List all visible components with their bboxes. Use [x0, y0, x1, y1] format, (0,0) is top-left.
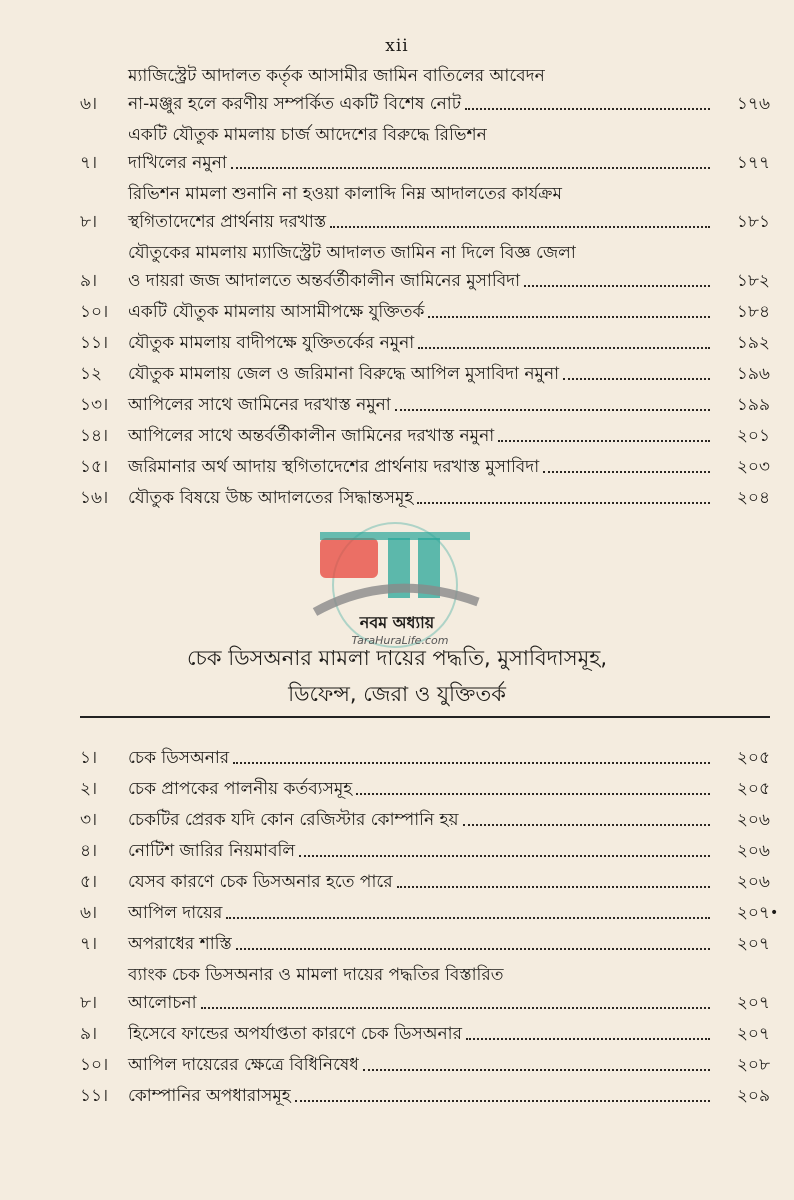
toc-entry — [80, 422, 770, 450]
toc-entry-number: ৮। — [80, 993, 98, 1013]
chapter-divider — [80, 716, 770, 718]
dot-leader — [295, 1100, 710, 1102]
toc-entry-title: চেকটির প্রেরক যদি কোন রেজিস্টার কোম্পানি হয় — [128, 810, 459, 830]
toc-entry-number: ৯। — [80, 271, 98, 291]
toc-entry — [80, 180, 770, 236]
toc-entry-title: না-মঞ্জুর হলে করণীয় সম্পর্কিত একটি বিশেষ নোট — [128, 94, 461, 114]
chapter-title — [0, 640, 794, 712]
toc-entry-page: ১৭৬ — [736, 94, 770, 114]
toc-section-1 — [80, 62, 770, 512]
toc-entry — [80, 391, 770, 419]
toc-entry-number: ১৩। — [80, 395, 109, 415]
toc-entry-number: ১০। — [80, 1055, 109, 1075]
chapter-label: নবম অধ্যায় — [359, 613, 435, 632]
dot-leader — [498, 440, 710, 442]
toc-entry-page: ২০৭ — [736, 993, 770, 1013]
toc-entry-title: জরিমানার অর্থ আদায় স্থগিতাদেশের প্রার্থনায় দরখাস্ত মুসাবিদা — [128, 457, 540, 477]
toc-entry-title: চেক প্রাপকের পালনীয় কর্তব্যসমূহ — [128, 779, 353, 799]
toc-entry-number: ৯। — [80, 1024, 98, 1044]
toc-entry — [80, 1020, 770, 1048]
toc-entry-title: আপিলের সাথে জামিনের দরখাস্ত নমুনা — [128, 395, 391, 415]
toc-entry-page: ১৯৬ — [736, 364, 770, 384]
toc-entry — [80, 1082, 770, 1110]
toc-entry — [80, 837, 770, 865]
toc-entry-page: ২০৫ — [736, 748, 770, 768]
dot-leader — [226, 917, 710, 919]
toc-entry-title: দাখিলের নমুনা — [128, 153, 227, 173]
toc-entry-page: ১৭৭ — [736, 153, 770, 173]
toc-entry-title: চেক ডিসঅনার — [128, 748, 230, 768]
toc-entry-title: একটি যৌতুক মামলায় আসামীপক্ষে যুক্তিতর্ক — [128, 302, 425, 322]
toc-entry-page: ১৮২ — [736, 271, 770, 291]
toc-entry-title: যৌতুক মামলায় জেল ও জরিমানা বিরুদ্ধে আপিল মুসাবিদা নমুনা — [128, 364, 560, 384]
toc-entry-page: ২০৩ — [736, 457, 770, 477]
toc-entry — [80, 899, 770, 927]
toc-entry-title: হিসেবে ফান্ডের অপর্যাপ্ততা কারণে চেক ডিসঅনার — [128, 1024, 462, 1044]
toc-entry — [80, 806, 770, 834]
toc-entry-page: ২০৬ — [736, 872, 770, 892]
toc-entry — [80, 868, 770, 896]
toc-entry — [80, 453, 770, 481]
toc-entry-title: একটি যৌতুক মামলায় চার্জ আদেশের বিরুদ্ধে রিভিশন — [128, 125, 487, 145]
toc-entry-title: আপিল দায়ের — [128, 903, 223, 923]
toc-entry-page: ২০৬ — [736, 841, 770, 861]
dot-leader — [233, 762, 710, 764]
toc-entry-number: ১১। — [80, 333, 109, 353]
toc-entry-number: ১০। — [80, 302, 109, 322]
toc-entry — [80, 62, 770, 118]
toc-entry-page: ২০৬ — [736, 810, 770, 830]
toc-entry-title: নোটিশ জারির নিয়মাবলি — [128, 841, 296, 861]
toc-entry-page: ২০৫ — [736, 779, 770, 799]
toc-entry-page: ১৯৯ — [736, 395, 770, 415]
toc-entry-title: কোম্পানির অপধারাসমূহ — [128, 1086, 291, 1106]
dot-leader — [356, 793, 710, 795]
toc-entry-page: ১৮১ — [736, 212, 770, 232]
dot-leader — [418, 347, 710, 349]
toc-entry — [80, 360, 770, 388]
toc-entry-title: স্থগিতাদেশের প্রার্থনায় দরখাস্ত — [128, 212, 327, 232]
toc-entry — [80, 484, 770, 512]
dot-leader — [231, 167, 710, 169]
toc-entry-title: ম্যাজিস্ট্রেট আদালত কর্তৃক আসামীর জামিন বাতিলের আবেদন — [128, 66, 545, 86]
toc-entry-page: ২০১ — [736, 426, 770, 446]
toc-entry-page: ২০৮ — [736, 1055, 770, 1075]
toc-entry-number: ৮। — [80, 212, 98, 232]
toc-entry — [80, 961, 770, 1017]
dot-leader — [543, 471, 710, 473]
toc-entry-page: ২০৪ — [736, 488, 770, 508]
dot-leader — [299, 855, 710, 857]
toc-entry — [80, 121, 770, 177]
toc-entry-title: যৌতুক বিষয়ে উচ্চ আদালতের সিদ্ধান্তসমূহ — [128, 488, 414, 508]
toc-entry-page: ২০৯ — [736, 1086, 770, 1106]
toc-entry-number: ১। — [80, 748, 98, 768]
toc-entry-number: ১৪। — [80, 426, 109, 446]
toc-entry-title: যৌতুকের মামলায় ম্যাজিস্ট্রেট আদালত জামিন না দিলে বিজ্ঞ জেলা — [128, 243, 576, 263]
toc-entry-page: ২০৭ — [736, 934, 770, 954]
toc-entry-title: ও দায়রা জজ আদালতে অন্তর্বর্তীকালীন জামিনের মুসাবিদা — [128, 271, 521, 291]
toc-entry-number: ৩। — [80, 810, 98, 830]
dot-leader — [524, 285, 710, 287]
toc-entry-title: আলোচনা — [128, 993, 197, 1013]
toc-entry-number: ১৫। — [80, 457, 109, 477]
toc-entry-number: ৬। — [80, 94, 98, 114]
dot-leader — [330, 226, 710, 228]
toc-entry — [80, 930, 770, 958]
toc-entry-number: ৭। — [80, 153, 98, 173]
toc-entry-number: ১২ — [80, 364, 103, 384]
toc-entry-number: ৬। — [80, 903, 98, 923]
dot-leader — [363, 1069, 710, 1071]
toc-section-2 — [80, 744, 770, 1110]
page-number: xii — [385, 36, 409, 56]
toc-entry-number: ২। — [80, 779, 98, 799]
dot-leader — [236, 948, 710, 950]
toc-entry-number: ৪। — [80, 841, 98, 861]
dot-leader — [395, 409, 710, 411]
toc-entry-page: ২০৭ — [736, 1024, 770, 1044]
toc-entry — [80, 1051, 770, 1079]
dot-leader — [397, 886, 710, 888]
dot-leader — [201, 1007, 710, 1009]
toc-entry-number: ১১। — [80, 1086, 109, 1106]
watermark-text: TaraHuraLife.com — [351, 634, 449, 647]
toc-entry — [80, 329, 770, 357]
toc-entry — [80, 744, 770, 772]
toc-entry-number: ৫। — [80, 872, 98, 892]
toc-entry-page: ১৮৪ — [736, 302, 770, 322]
toc-entry-title: রিভিশন মামলা শুনানি না হওয়া কালাব্দি নিম্ন আদালতের কার্যক্রম — [128, 184, 562, 204]
toc-entry — [80, 298, 770, 326]
toc-entry-number: ৭। — [80, 934, 98, 954]
dot-leader — [463, 824, 711, 826]
toc-entry-title: আপিলের সাথে অন্তর্বর্তীকালীন জামিনের দরখাস্ত নমুনা — [128, 426, 495, 446]
toc-entry-page: ২০৭ — [736, 903, 770, 923]
toc-entry-title: যেসব কারণে চেক ডিসঅনার হতে পারে — [128, 872, 393, 892]
dot-leader — [465, 108, 710, 110]
dot-leader — [466, 1038, 710, 1040]
dot-leader — [417, 502, 710, 504]
margin-dot: • — [770, 905, 779, 921]
chapter-title-line-1: চেক ডিসঅনার মামলা দায়ের পদ্ধতি, মুসাবিদাসমূহ, — [186, 646, 608, 670]
toc-entry — [80, 239, 770, 295]
dot-leader — [563, 378, 710, 380]
toc-entry-page: ১৯২ — [736, 333, 770, 353]
toc-entry — [80, 775, 770, 803]
toc-entry-number: ১৬। — [80, 488, 109, 508]
dot-leader — [428, 316, 710, 318]
toc-entry-title: আপিল দায়েরের ক্ষেত্রে বিধিনিষেধ — [128, 1055, 359, 1075]
toc-entry-title: যৌতুক মামলায় বাদীপক্ষে যুক্তিতর্কের নমুনা — [128, 333, 415, 353]
toc-entry-title: ব্যাংক চেক ডিসঅনার ও মামলা দায়ের পদ্ধতির বিস্তারিত — [128, 965, 504, 985]
toc-entry-title: অপরাধের শাস্তি — [128, 934, 232, 954]
chapter-title-line-2: ডিফেন্স, জেরা ও যুক্তিতর্ক — [288, 682, 506, 706]
